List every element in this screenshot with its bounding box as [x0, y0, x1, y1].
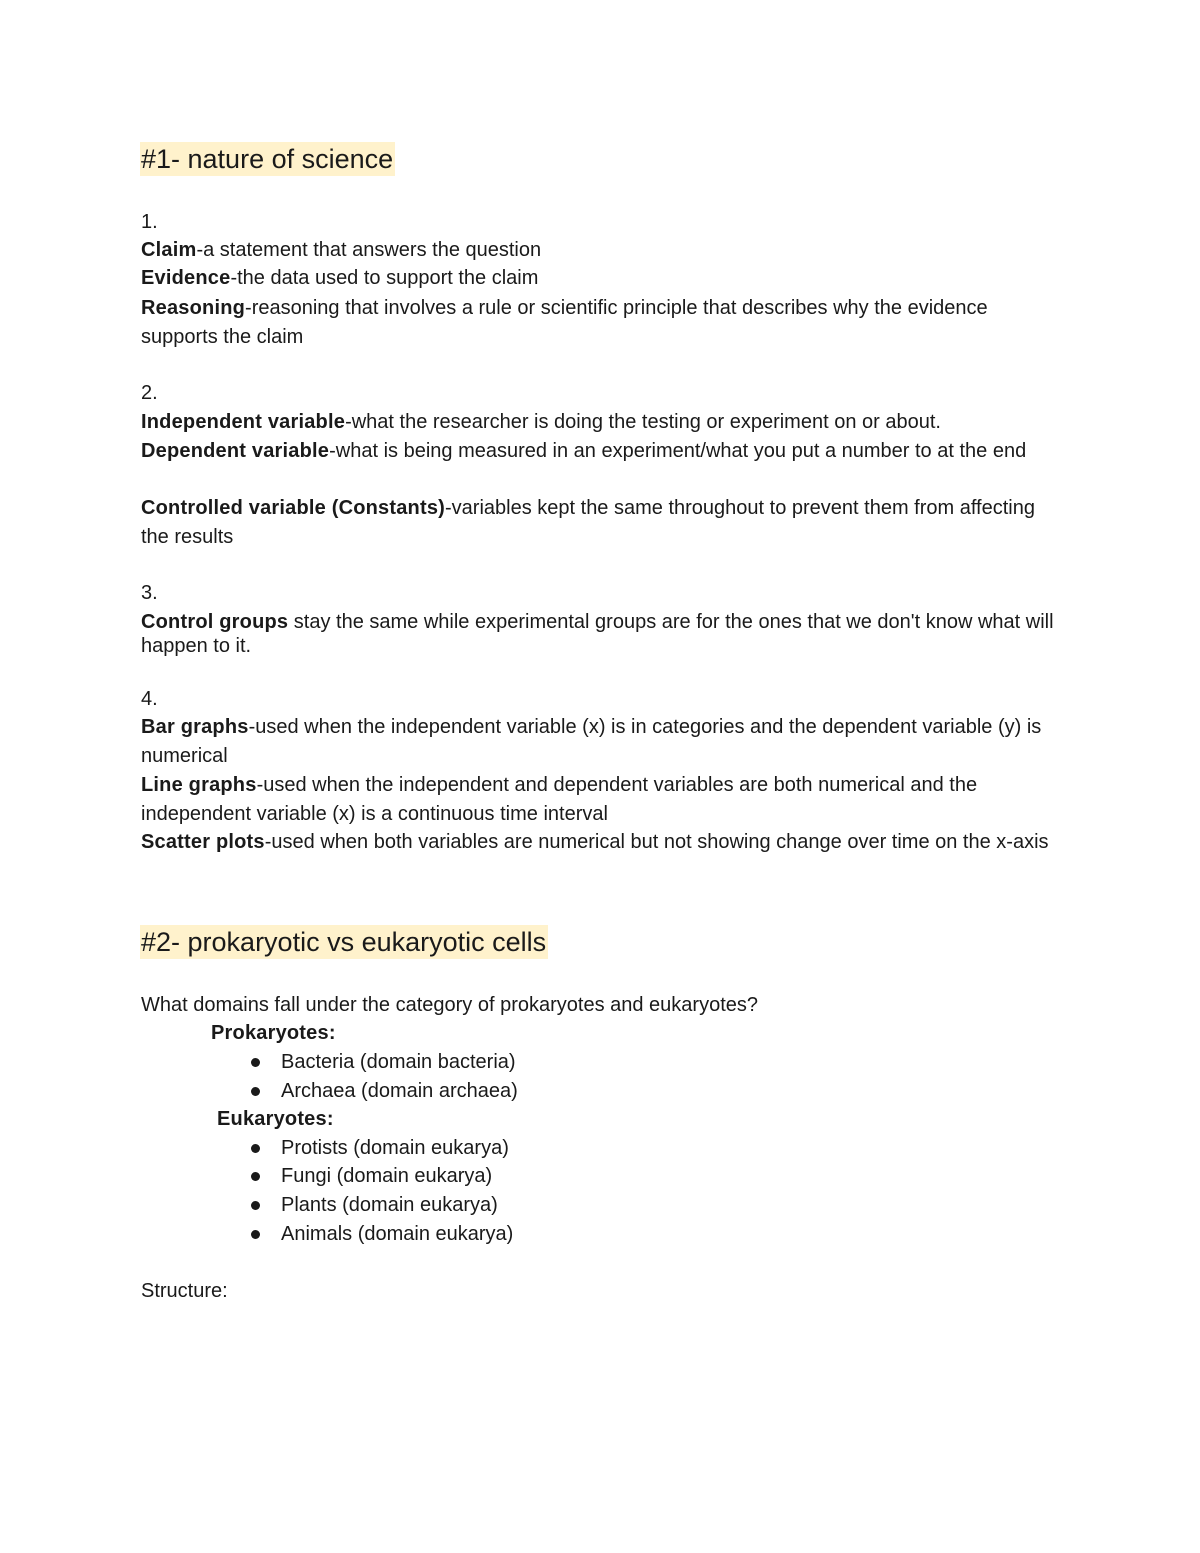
definition-text: -variables kept the same throughout to prevent them from affecting the results [141, 497, 1035, 548]
term: Bar graphs [141, 716, 249, 738]
list-item-text: Animals (domain eukarya) [281, 1223, 514, 1245]
definition-text: -used when both variables are numerical but not showing change over time on the x-axis [264, 831, 1049, 853]
list-item-text: Plants (domain eukarya) [281, 1194, 498, 1216]
list-item-text: Archaea (domain archaea) [281, 1080, 518, 1102]
definition-text: -used when the independent and dependent variables are both numerical and the independent variable (x) is a continuous time interval [141, 774, 978, 825]
list-item [251, 1220, 951, 1249]
definition-text: -a statement that answers the question [196, 239, 542, 261]
list-item [251, 1077, 951, 1106]
term: Control groups [141, 611, 289, 633]
list-item [251, 1134, 951, 1163]
definition-line-graphs [141, 771, 1061, 828]
bullet-icon [251, 1058, 260, 1067]
term: Claim [141, 239, 197, 261]
definition-text: -the data used to support the claim [230, 267, 539, 289]
term: Controlled variable (Constants) [141, 497, 446, 519]
list-item-text: Protists (domain eukarya) [281, 1137, 509, 1159]
definition-evidence [141, 264, 538, 293]
list-item-text: Bacteria (domain bacteria) [281, 1051, 516, 1073]
definition-independent-variable [141, 408, 941, 437]
term: Independent variable [141, 411, 346, 433]
definition-text: stay the same while experimental groups are for the ones that we don't know what will happen to it. [141, 611, 1054, 657]
term: Reasoning [141, 297, 246, 319]
question: What domains fall under the category of prokaryotes and eukaryotes? [141, 994, 759, 1016]
term: Scatter plots [141, 831, 265, 853]
definition-bar-graphs [141, 713, 1061, 770]
definition-reasoning [141, 294, 1061, 351]
prokaryotes-label: Prokaryotes: [211, 1022, 336, 1044]
definition-controlled-variable [141, 494, 1061, 551]
list-item-text: Fungi (domain eukarya) [281, 1165, 493, 1187]
structure-label: Structure: [141, 1280, 228, 1302]
item-number: 3. [141, 582, 158, 604]
definition-text: -reasoning that involves a rule or scientific principle that describes why the evidence supports the claim [141, 297, 988, 348]
eukaryotes-label: Eukaryotes: [217, 1108, 334, 1130]
definition-scatter-plots [141, 828, 1061, 857]
list-item [251, 1162, 951, 1191]
bullet-icon [251, 1144, 260, 1153]
term: Line graphs [141, 774, 257, 796]
section-heading-nature-of-science: #1- nature of science [141, 144, 394, 174]
list-item [251, 1191, 951, 1220]
definition-control-groups [141, 610, 1061, 658]
bullet-icon [251, 1201, 260, 1210]
term: Evidence [141, 267, 231, 289]
list-item [251, 1048, 951, 1077]
bullet-icon [251, 1087, 260, 1096]
item-number: 4. [141, 688, 158, 710]
definition-text: -used when the independent variable (x) is in categories and the dependent variable (y) is numerical [141, 716, 1042, 767]
definition-dependent-variable [141, 437, 1061, 466]
term: Dependent variable [141, 440, 330, 462]
item-number: 1. [141, 211, 158, 233]
definition-text: -what is being measured in an experiment/what you put a number to at the end [329, 440, 1027, 462]
bullet-icon [251, 1172, 260, 1181]
item-number: 2. [141, 382, 158, 404]
section-heading-cells: #2- prokaryotic vs eukaryotic cells [141, 927, 547, 957]
definition-claim [141, 236, 541, 265]
bullet-icon [251, 1230, 260, 1239]
definition-text: -what the researcher is doing the testing or experiment on or about. [345, 411, 941, 433]
